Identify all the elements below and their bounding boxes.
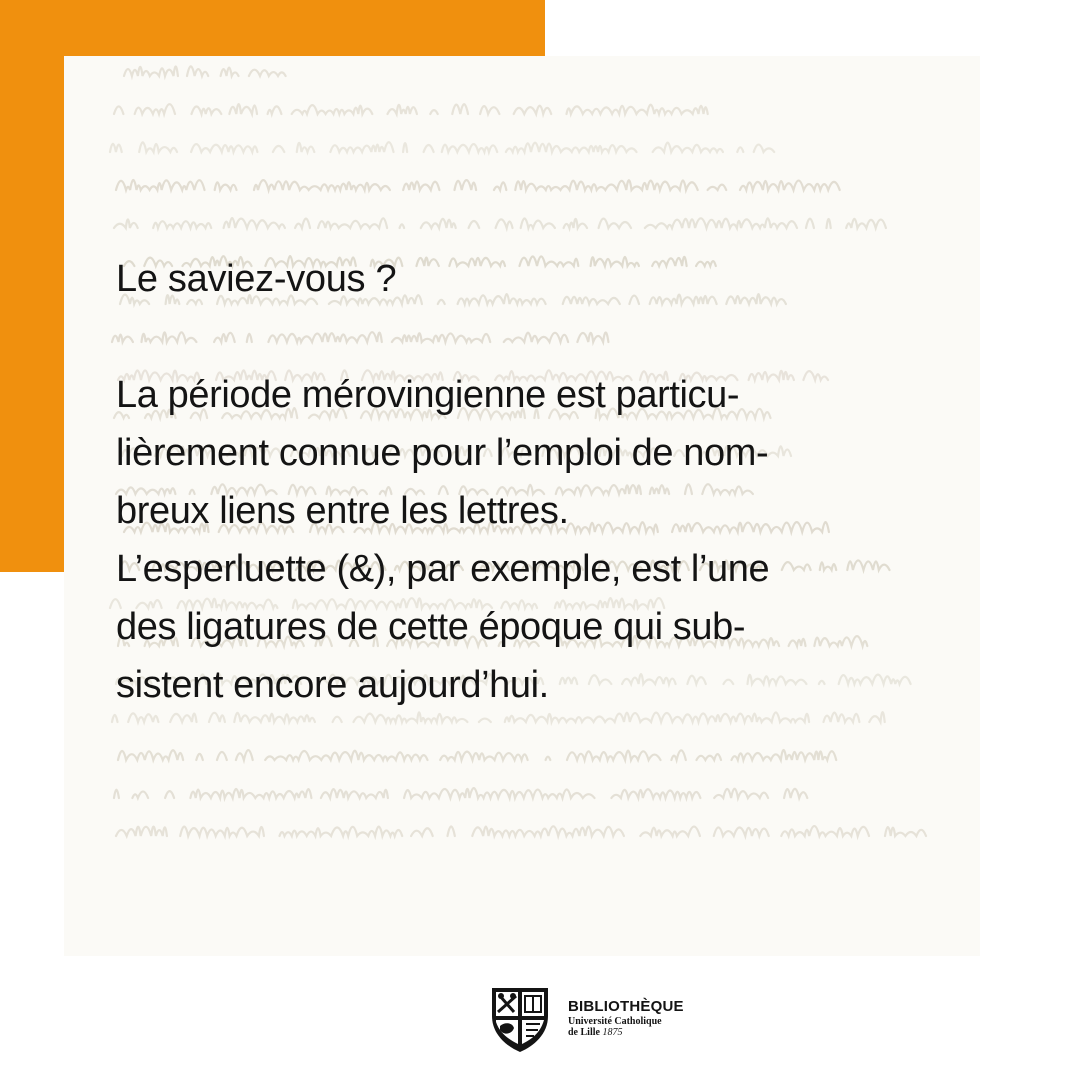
manuscript-line [110,142,774,152]
manuscript-line [124,66,286,76]
university-city-line [568,1027,684,1038]
post-text [116,252,976,714]
founding-year: 1875 [602,1027,623,1038]
paragraph-gap [116,306,976,366]
logo-wordmark [568,998,684,1038]
manuscript-line [116,180,848,190]
body-line: lièrement connue pour l’emploi de nom- [116,432,769,474]
body-line: breux liens entre les lettres. [116,490,569,532]
library-logo [484,982,684,1054]
post-heading: Le saviez-vous ? [116,258,397,300]
body-line: sistent encore aujourd’hui. [116,664,549,706]
university-city: de Lille [568,1027,600,1038]
manuscript-line [114,218,886,228]
manuscript-line [116,826,941,836]
university-name: Université Catholique [568,1016,662,1027]
body-line: des ligatures de cette époque qui sub- [116,606,746,648]
library-name: BIBLIOTHÈQUE [568,998,684,1015]
university-crest-icon [484,982,556,1054]
manuscript-line [118,750,844,760]
body-line: L’esperluette (&), par exemple, est l’une [116,548,770,590]
body-line: La période mérovingienne est particu- [116,374,740,416]
manuscript-line [114,788,807,798]
manuscript-line [114,104,708,114]
